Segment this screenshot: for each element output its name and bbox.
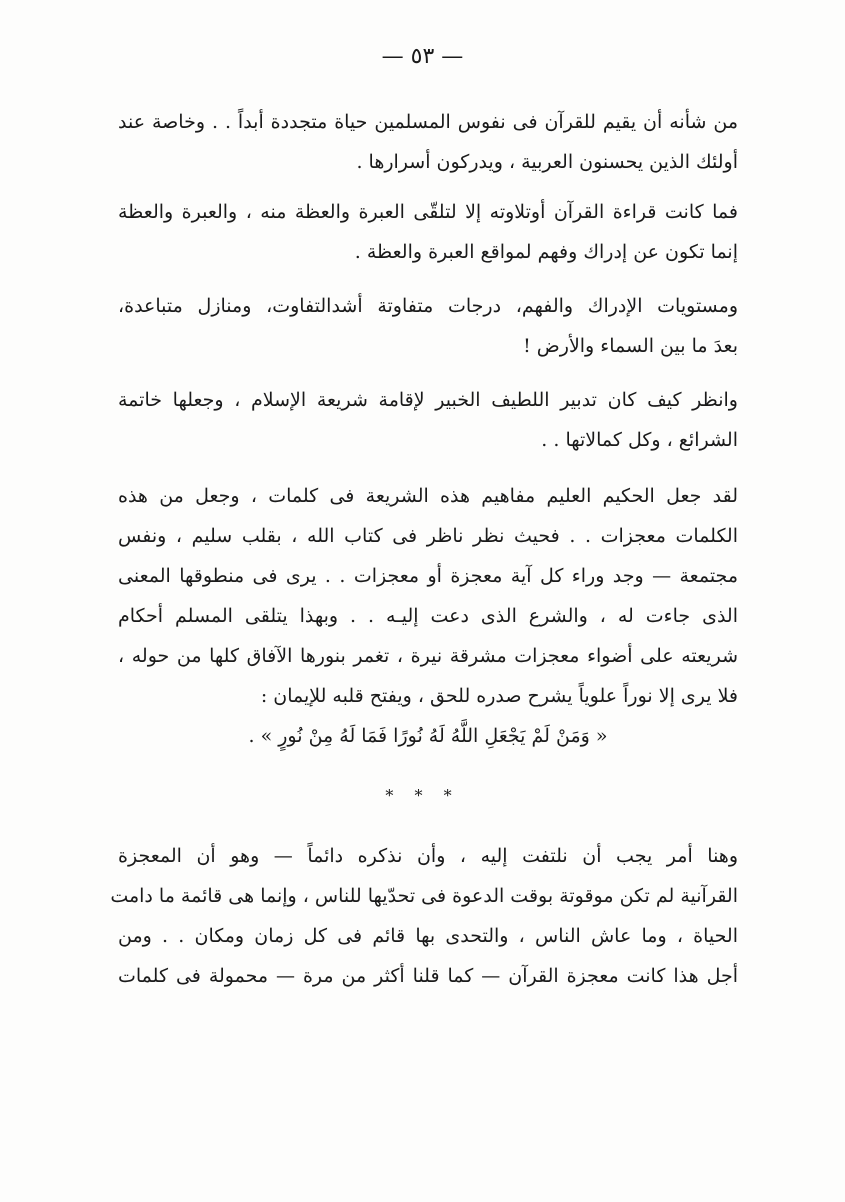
quran-quote: « وَمَنْ لَمْ يَجْعَلِ اللَّهُ لَهُ نُورًا فَمَا لَهُ مِنْ نُورٍ » . bbox=[248, 725, 608, 747]
text-line: الحياة ، وما عاش الناس ، والتحدى بها قائم فى كل زمان ومكان . . ومن bbox=[118, 925, 738, 947]
text-line: شريعته على أضواء معجزات مشرقة نيرة ، تغمر بنورها الآفاق كلها من حوله ، bbox=[118, 645, 738, 667]
text-line: مجتمعة — وجد وراء كل آية معجزة أو معجزات . . يرى فى منطوقها المعنى bbox=[118, 565, 738, 587]
text-line: وهنا أمر يجب أن نلتفت إليه ، وأن نذكره دائماً — وهو أن المعجزة bbox=[118, 845, 738, 867]
text-line: الذى جاءت له ، والشرع الذى دعت إليـه . . وبهذا يتلقى المسلم أحكام bbox=[118, 605, 738, 627]
text-line: الشرائع ، وكل كمالاتها . . bbox=[541, 429, 738, 451]
text-line: فلا يرى إلا نوراً علوياً يشرح صدره للحق ، ويفتح قلبه للإيمان : bbox=[260, 685, 738, 707]
text-line: الكلمات معجزات . . فحيث نظر ناظر فى كتاب الله ، بقلب سليم ، ونفس bbox=[118, 525, 738, 547]
text-line: وانظر كيف كان تدبير اللطيف الخبير لإقامة شريعة الإسلام ، وجعلها خاتمة bbox=[118, 389, 738, 411]
text-line: ومستويات الإدراك والفهم، درجات متفاوتة أشدالتفاوت، ومنازل متباعدة، bbox=[118, 295, 738, 317]
paragraph-6 bbox=[110, 836, 738, 996]
text-line: إنما تكون عن إدراك وفهم لمواقع العبرة والعظة . bbox=[354, 241, 738, 263]
paragraph-2 bbox=[118, 192, 738, 272]
text-line: أولئك الذين يحسنون العربية ، ويدركون أسرارها . bbox=[356, 151, 738, 173]
text-line: لقد جعل الحكيم العليم مفاهيم هذه الشريعة فى كلمات ، وجعل من هذه bbox=[118, 485, 738, 507]
paragraph-5 bbox=[118, 476, 738, 756]
paragraph-1 bbox=[118, 102, 738, 182]
paragraph-3 bbox=[118, 286, 738, 366]
text-line: بعدَ ما بين السماء والأرض ! bbox=[523, 335, 738, 357]
text-line: فما كانت قراءة القرآن أوتلاوته إلا لتلقّى العبرة والعظة منه ، والعبرة والعظة bbox=[118, 201, 738, 223]
paragraph-4 bbox=[118, 380, 738, 460]
text-line: أجل هذا كانت معجزة القرآن — كما قلنا أكثر من مرة — محمولة فى كلمات bbox=[118, 965, 738, 987]
text-line: القرآنية لم تكن موقوتة بوقت الدعوة فى تحدّيها للناس ، وإنما هى قائمة ما دامت bbox=[110, 885, 738, 907]
text-line: من شأنه أن يقيم للقرآن فى نفوس المسلمين حياة متجددة أبداً . . وخاصة عند bbox=[118, 111, 738, 133]
page-number: — ٥٣ — bbox=[381, 44, 464, 69]
section-separator: * * * bbox=[385, 786, 460, 805]
